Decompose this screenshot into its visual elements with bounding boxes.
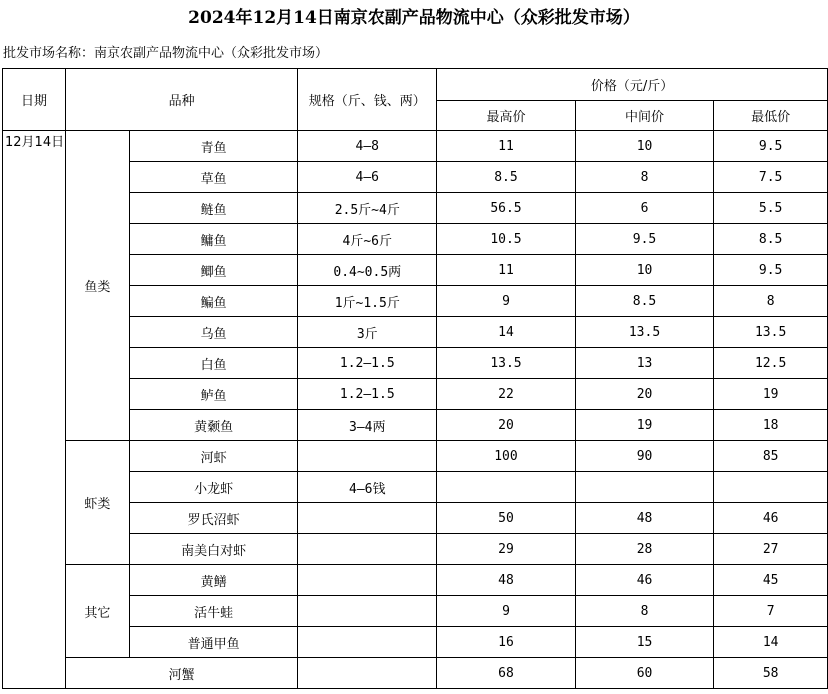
low-price-cell: 12.5	[714, 348, 828, 379]
spec-cell: 4斤~6斤	[298, 224, 437, 255]
low-price-cell: 5.5	[714, 193, 828, 224]
table-row	[3, 565, 828, 596]
high-price-cell: 56.5	[437, 193, 576, 224]
category-shrimp: 虾类	[65, 441, 129, 565]
high-price-cell: 11	[437, 255, 576, 286]
mid-price-cell: 8	[575, 596, 714, 627]
spec-cell: 1斤~1.5斤	[298, 286, 437, 317]
variety-cell: 鳙鱼	[129, 224, 298, 255]
header-date: 日期	[3, 69, 66, 131]
variety-cell: 小龙虾	[129, 472, 298, 503]
header-variety: 品种	[65, 69, 297, 131]
high-price-cell: 10.5	[437, 224, 576, 255]
header-spec: 规格（斤、钱、两）	[298, 69, 437, 131]
mid-price-cell: 46	[575, 565, 714, 596]
table-row	[3, 658, 828, 689]
high-price-cell: 13.5	[437, 348, 576, 379]
category-other: 其它	[65, 565, 129, 658]
spec-cell	[298, 627, 437, 658]
variety-cell: 罗氏沼虾	[129, 503, 298, 534]
price-table	[2, 68, 828, 689]
low-price-cell: 14	[714, 627, 828, 658]
header-high: 最高价	[437, 101, 576, 131]
mid-price-cell: 8.5	[575, 286, 714, 317]
page-title: 2024年12月14日南京农副产品物流中心（众彩批发市场）	[188, 8, 640, 28]
high-price-cell: 9	[437, 286, 576, 317]
variety-cell: 鲫鱼	[129, 255, 298, 286]
spec-cell	[298, 534, 437, 565]
high-price-cell: 16	[437, 627, 576, 658]
low-price-cell: 58	[714, 658, 828, 689]
mid-price-cell: 9.5	[575, 224, 714, 255]
low-price-cell: 46	[714, 503, 828, 534]
mid-price-cell: 60	[575, 658, 714, 689]
low-price-cell: 7	[714, 596, 828, 627]
high-price-cell: 48	[437, 565, 576, 596]
spec-cell: 3—4两	[298, 410, 437, 441]
low-price-cell: 18	[714, 410, 828, 441]
market-name-label: 批发市场名称：南京农副产品物流中心（众彩批发市场）	[3, 46, 329, 61]
low-price-cell: 27	[714, 534, 828, 565]
variety-cell: 青鱼	[129, 131, 298, 162]
low-price-cell: 85	[714, 441, 828, 472]
header-mid: 中间价	[575, 101, 714, 131]
high-price-cell: 68	[437, 658, 576, 689]
header-low: 最低价	[714, 101, 828, 131]
mid-price-cell: 28	[575, 534, 714, 565]
spec-cell	[298, 565, 437, 596]
variety-cell: 鳊鱼	[129, 286, 298, 317]
variety-cell: 河虾	[129, 441, 298, 472]
mid-price-cell: 90	[575, 441, 714, 472]
mid-price-cell: 8	[575, 162, 714, 193]
low-price-cell: 9.5	[714, 131, 828, 162]
high-price-cell: 100	[437, 441, 576, 472]
date-cell: 12月14日	[3, 131, 66, 689]
high-price-cell: 14	[437, 317, 576, 348]
spec-cell	[298, 658, 437, 689]
high-price-cell	[437, 472, 576, 503]
mid-price-cell	[575, 472, 714, 503]
mid-price-cell: 13	[575, 348, 714, 379]
variety-cell: 河蟹	[65, 658, 297, 689]
spec-cell: 4—8	[298, 131, 437, 162]
mid-price-cell: 10	[575, 255, 714, 286]
spec-cell: 3斤	[298, 317, 437, 348]
variety-cell: 草鱼	[129, 162, 298, 193]
low-price-cell: 8	[714, 286, 828, 317]
low-price-cell: 19	[714, 379, 828, 410]
spec-cell	[298, 503, 437, 534]
spec-cell: 2.5斤~4斤	[298, 193, 437, 224]
low-price-cell: 8.5	[714, 224, 828, 255]
spec-cell	[298, 441, 437, 472]
high-price-cell: 29	[437, 534, 576, 565]
spec-cell: 1.2—1.5	[298, 348, 437, 379]
mid-price-cell: 20	[575, 379, 714, 410]
variety-cell: 南美白对虾	[129, 534, 298, 565]
variety-cell: 白鱼	[129, 348, 298, 379]
high-price-cell: 20	[437, 410, 576, 441]
spec-cell: 4—6钱	[298, 472, 437, 503]
low-price-cell	[714, 472, 828, 503]
spec-cell: 1.2—1.5	[298, 379, 437, 410]
spec-cell	[298, 596, 437, 627]
high-price-cell: 9	[437, 596, 576, 627]
header-price: 价格（元/斤）	[437, 69, 828, 101]
high-price-cell: 50	[437, 503, 576, 534]
low-price-cell: 45	[714, 565, 828, 596]
table-row	[3, 131, 828, 162]
mid-price-cell: 48	[575, 503, 714, 534]
variety-cell: 黄颡鱼	[129, 410, 298, 441]
low-price-cell: 9.5	[714, 255, 828, 286]
high-price-cell: 22	[437, 379, 576, 410]
high-price-cell: 8.5	[437, 162, 576, 193]
variety-cell: 活牛蛙	[129, 596, 298, 627]
variety-cell: 鲢鱼	[129, 193, 298, 224]
mid-price-cell: 10	[575, 131, 714, 162]
variety-cell: 鲈鱼	[129, 379, 298, 410]
spec-cell: 4—6	[298, 162, 437, 193]
table-row	[3, 441, 828, 472]
mid-price-cell: 13.5	[575, 317, 714, 348]
variety-cell: 乌鱼	[129, 317, 298, 348]
low-price-cell: 7.5	[714, 162, 828, 193]
mid-price-cell: 6	[575, 193, 714, 224]
category-fish: 鱼类	[65, 131, 129, 441]
mid-price-cell: 15	[575, 627, 714, 658]
low-price-cell: 13.5	[714, 317, 828, 348]
spec-cell: 0.4~0.5两	[298, 255, 437, 286]
mid-price-cell: 19	[575, 410, 714, 441]
high-price-cell: 11	[437, 131, 576, 162]
variety-cell: 普通甲鱼	[129, 627, 298, 658]
variety-cell: 黄鳝	[129, 565, 298, 596]
